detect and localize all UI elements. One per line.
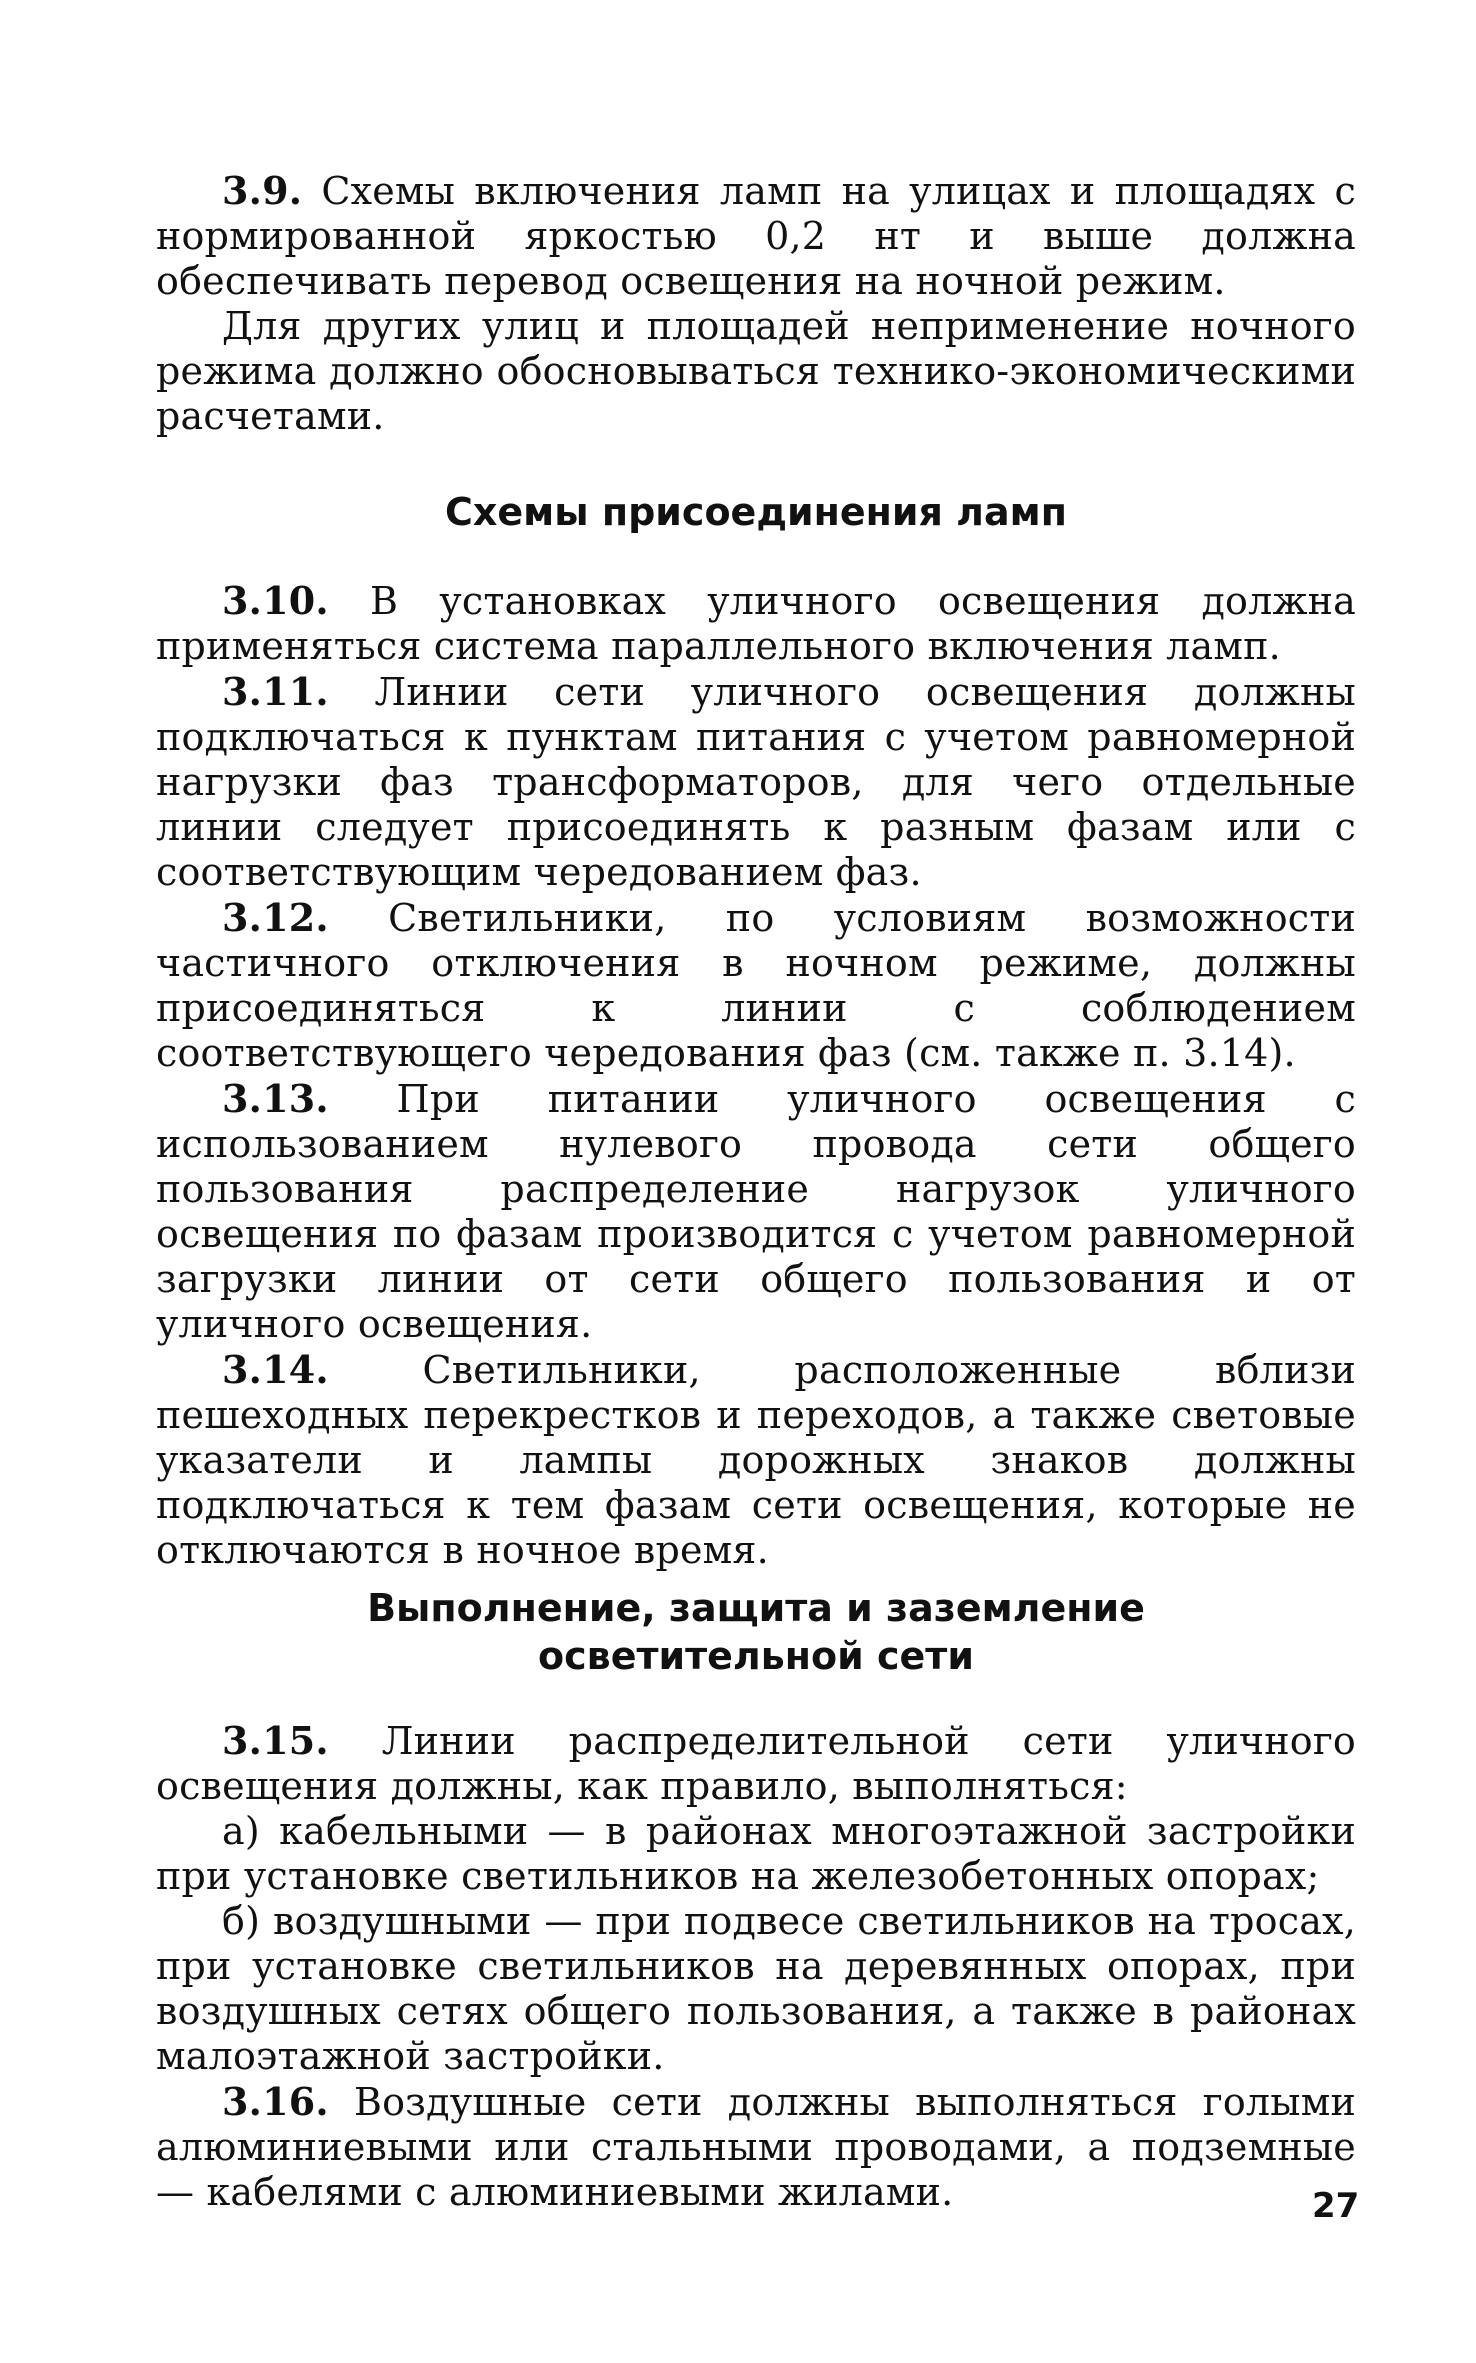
paragraph-text: Светильники, по условиям возможности частичного отключения в ночном режиме, должны присоединяться к линии с соблюдением соответствующего чередования фаз (см. также п. 3.14). [156,896,1357,1075]
paragraph-text: а) кабельными — в районах многоэтажной застройки при установке светильников на железобетонных опорах; [156,1809,1356,1898]
paragraph-3-16 [156,2079,1356,2215]
clause-number: 3.15. [222,1718,329,1763]
section-heading: Схемы присоединения ламп [445,490,1067,534]
paragraph-text: В установках уличного освещения должна применяться система параллельного включения ламп. [156,579,1357,668]
section-3-15-to-3-16 [156,1718,1356,2215]
paragraph-3-9 [156,168,1356,304]
paragraph-text: Линии сети уличного освещения должны подключаться к пунктам питания с учетом равномерной нагрузки фаз трансформаторов, для чего отдельные линии следует присоединять к разным фазам или с соответствующим чередованием фаз. [156,670,1357,894]
section-3-9 [156,168,1356,439]
section-3-10-to-3-14 [156,578,1356,1573]
clause-number: 3.16. [222,2079,329,2124]
clause-number: 3.13. [222,1076,329,1121]
paragraph-text: б) воздушными — при подвесе светильников на тросах, при установке светильников на деревянных опорах, при воздушных сетях общего пользования, а также в районах малоэтажной застройки. [156,1899,1356,2078]
paragraph-3-15 [156,1718,1356,1809]
clause-number: 3.14. [222,1347,329,1392]
paragraph-3-10 [156,578,1356,669]
paragraph-text: Схемы включения ламп на улицах и площадях с нормированной яркостью 0,2 нт и выше должна обеспечивать перевод освещения на ночной режим. [156,169,1356,303]
paragraph-3-15-b [156,1899,1356,2079]
paragraph-text: При питании уличного освещения с использованием нулевого провода сети общего пользования распределение нагрузок уличного освещения по фазам производится с учетом равномерной загрузки линии от сети общего пользования и от уличного освещения. [156,1077,1357,1346]
paragraph-text: Воздушные сети должны выполняться голыми алюминиевыми или стальными проводами, а подземные — кабелями с алюминиевыми жилами. [156,2080,1357,2214]
paragraph-text: Для других улиц и площадей неприменение ночного режима должно обосновываться технико-экономическими расчетами. [156,304,1356,438]
paragraph-3-11 [156,669,1356,895]
heading-lamp-connection [156,488,1356,536]
paragraph-text: Светильники, расположенные вблизи пешеходных перекрестков и переходов, а также световые указатели и лампы дорожных знаков должны подключаться к тем фазам сети освещения, которые не отключаются в ночное время. [156,1348,1356,1572]
paragraph-3-12 [156,895,1356,1076]
paragraph-3-13 [156,1076,1356,1347]
clause-number: 3.9. [222,168,303,213]
section-heading-line-1: Выполнение, защита и заземление [367,1586,1145,1630]
paragraph-3-15-a [156,1809,1356,1899]
heading-network-execution [156,1584,1356,1680]
clause-number: 3.10. [222,578,329,623]
clause-number: 3.12. [222,895,329,940]
page-number: 27 [1312,2186,1360,2226]
paragraph-3-9-continuation [156,304,1356,439]
clause-number: 3.11. [222,669,329,714]
paragraph-3-14 [156,1347,1356,1573]
section-heading-line-2: осветительной сети [538,1634,974,1678]
paragraph-text: Линии распределительной сети уличного освещения должны, как правило, выполняться: [156,1719,1357,1808]
